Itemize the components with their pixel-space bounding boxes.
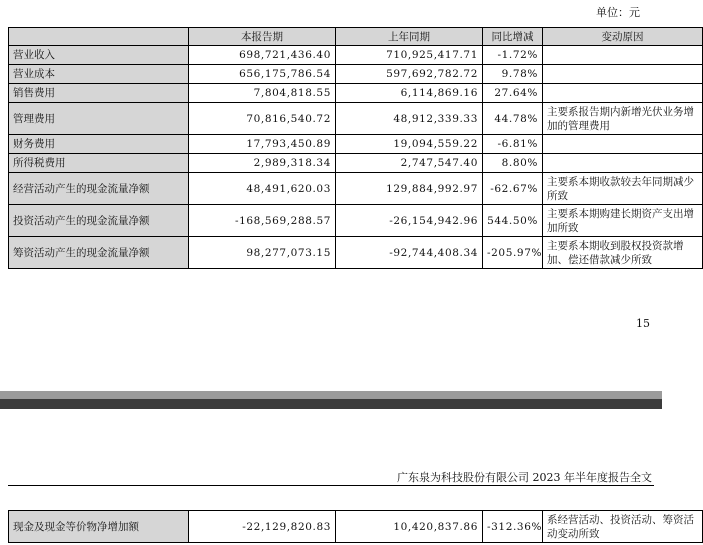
table-row (9, 205, 703, 237)
unit-label: 单位：元 (596, 6, 640, 19)
change-reason: 主要系本期收款较去年同期减少所致 (543, 173, 703, 205)
yoy-change-value: -312.36% (483, 511, 543, 543)
row-label: 管理费用 (9, 103, 189, 135)
table-row (9, 154, 703, 173)
prior-value: -26,154,942.96 (336, 205, 483, 237)
row-label: 投资活动产生的现金流量净额 (9, 205, 189, 237)
current-value: 17,793,450.89 (189, 135, 336, 154)
row-label: 财务费用 (9, 135, 189, 154)
change-reason (543, 154, 703, 173)
yoy-change-value: 27.64% (483, 84, 543, 103)
header-rule (8, 485, 654, 486)
current-value: 656,175,786.54 (189, 65, 336, 84)
table-row (9, 511, 703, 543)
current-value: -168,569,288.57 (189, 205, 336, 237)
table-row (9, 173, 703, 205)
yoy-change-value: -62.67% (483, 173, 543, 205)
table-row (9, 103, 703, 135)
change-reason (543, 46, 703, 65)
current-value: 48,491,620.03 (189, 173, 336, 205)
prior-value: 710,925,417.71 (336, 46, 483, 65)
row-label: 所得税费用 (9, 154, 189, 173)
prior-value: -92,744,408.34 (336, 237, 483, 269)
page-separator-light (0, 391, 662, 399)
header-item (9, 28, 189, 46)
prior-value: 2,747,547.40 (336, 154, 483, 173)
table-row (9, 237, 703, 269)
row-label: 经营活动产生的现金流量净额 (9, 173, 189, 205)
change-reason: 系经营活动、投资活动、筹资活动变动所致 (543, 511, 703, 543)
yoy-change-value: 44.78% (483, 103, 543, 135)
prior-value: 19,094,559.22 (336, 135, 483, 154)
row-label: 筹资活动产生的现金流量净额 (9, 237, 189, 269)
prior-value: 129,884,992.97 (336, 173, 483, 205)
prior-value: 6,114,869.16 (336, 84, 483, 103)
header-current-period: 本报告期 (189, 28, 336, 46)
current-value: -22,129,820.83 (189, 511, 336, 543)
change-reason (543, 135, 703, 154)
table-row (9, 135, 703, 154)
page-number: 15 (636, 317, 650, 330)
running-header: 广东泉为科技股份有限公司 2023 年半年度报告全文 (397, 471, 652, 484)
current-value: 2,989,318.34 (189, 154, 336, 173)
table-row (9, 84, 703, 103)
current-value: 98,277,073.15 (189, 237, 336, 269)
prior-value: 597,692,782.72 (336, 65, 483, 84)
yoy-change-value: -205.97% (483, 237, 543, 269)
yoy-change-value: 544.50% (483, 205, 543, 237)
cash-equivalents-table (8, 510, 703, 543)
change-reason: 主要系本期购建长期资产支出增加所致 (543, 205, 703, 237)
yoy-change-value: 9.78% (483, 65, 543, 84)
prior-value: 10,420,837.86 (336, 511, 483, 543)
row-label: 销售费用 (9, 84, 189, 103)
table-header-row (9, 28, 703, 46)
row-label: 营业收入 (9, 46, 189, 65)
yoy-change-value: -6.81% (483, 135, 543, 154)
change-reason (543, 65, 703, 84)
change-reason: 主要系本期收到股权投资款增加、偿还借款减少所致 (543, 237, 703, 269)
change-reason (543, 84, 703, 103)
change-reason: 主要系报告期内新增光伏业务增加的管理费用 (543, 103, 703, 135)
header-prior-period: 上年同期 (336, 28, 483, 46)
table-row (9, 46, 703, 65)
header-yoy-change: 同比增减 (483, 28, 543, 46)
financial-change-table (8, 27, 703, 269)
header-change-reason: 变动原因 (543, 28, 703, 46)
row-label: 现金及现金等价物净增加额 (9, 511, 189, 543)
row-label: 营业成本 (9, 65, 189, 84)
page-separator-dark (0, 399, 662, 409)
current-value: 698,721,436.40 (189, 46, 336, 65)
prior-value: 48,912,339.33 (336, 103, 483, 135)
yoy-change-value: -1.72% (483, 46, 543, 65)
current-value: 70,816,540.72 (189, 103, 336, 135)
table-row (9, 65, 703, 84)
yoy-change-value: 8.80% (483, 154, 543, 173)
current-value: 7,804,818.55 (189, 84, 336, 103)
